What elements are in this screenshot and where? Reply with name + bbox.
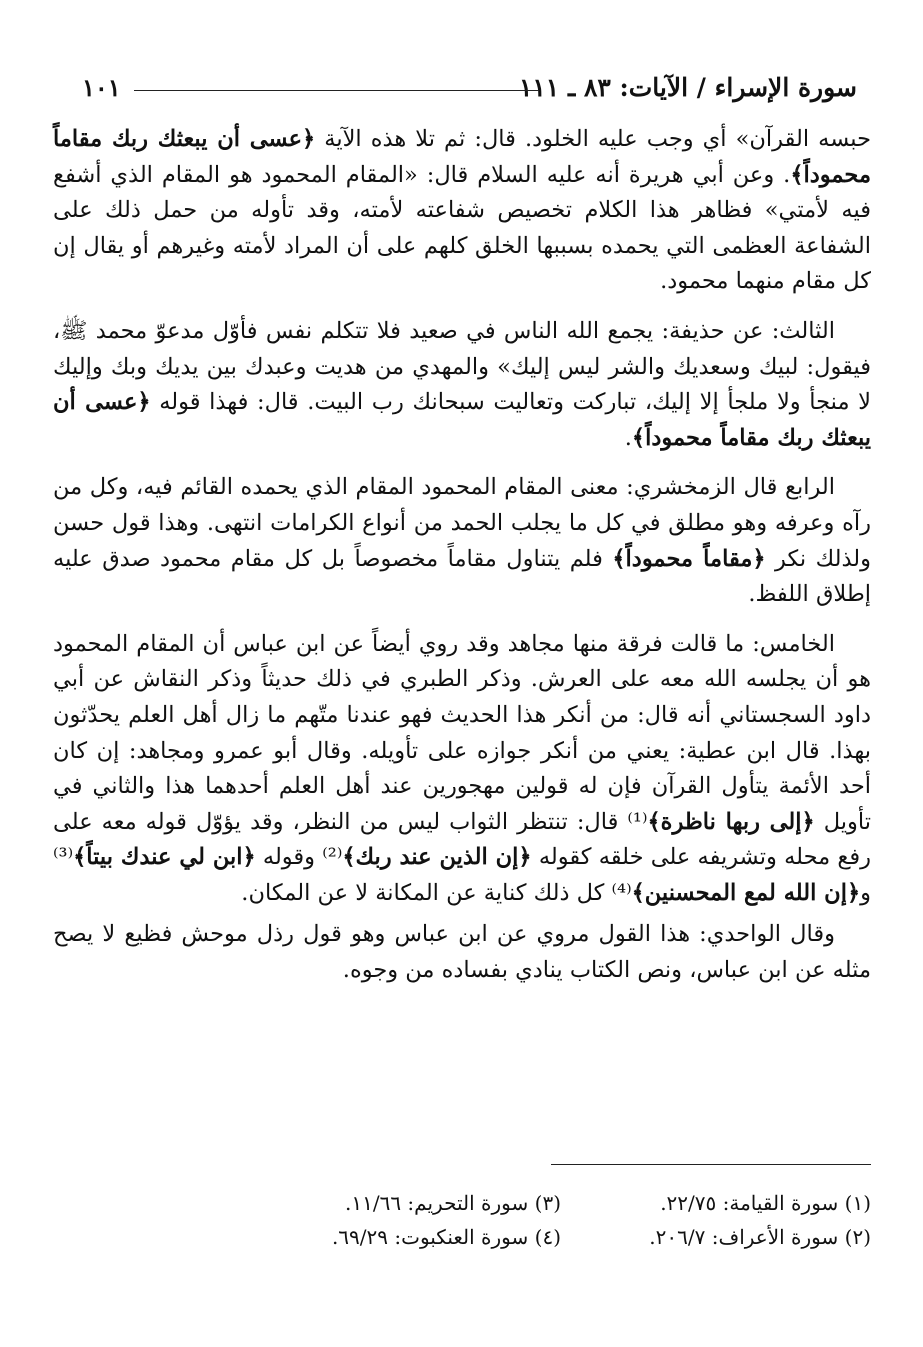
quran-verse: ﴿عسى أن يبعثك ربك مقاماً محموداً﴾ xyxy=(53,126,871,188)
chapter-title: سورة الإسراء / الآيات: ٨٣ ـ ١١١ xyxy=(518,73,857,102)
text-segment: فلم يتناول مقاماً مخصوصاً بل كل مقام محمود صدق عليه إطلاق اللفظ. xyxy=(53,545,871,608)
text-segment: حبسه القرآن» أي وجب عليه الخلود. قال: ثم تلا هذه الآية xyxy=(315,126,871,152)
text-segment: ⁽⁴⁾ كل ذلك كناية عن المكانة لا عن المكان. xyxy=(241,879,632,906)
text-segment: ⁽¹⁾ قال: تنتظر الثواب ليس من النظر، وقد يؤوّل قوله معه على رفع محله وتشريفه على خلقه كقوله xyxy=(53,808,871,871)
text-segment: الثالث: عن حذيفة: يجمع الله الناس في صعيد فلا تتكلم نفس فأوّل مدعوّ محمد ﷺ، فيقول: لبيك وسعديك والشر ليس إليك» والمهدي من هديت وعبدك بين يديك وبك وإليك لا منجأ ولا ملجأ إلا إليك، تباركت وتعاليت سبحانك رب البيت. قال: فهذا قوله xyxy=(53,317,872,416)
page-number: ١٠١ xyxy=(82,73,121,102)
text-segment: الخامس: ما قالت فرقة منها مجاهد وقد روي أيضاً عن ابن عباس أن المقام المحمود هو أن يجلسه الله معه على العرش. وذكر الطبري في ذلك حديثاً وذكر النقاش عن أبي داود السجستاني أنه قال: من أنكر هذا الحديث فهو عندنا متّهم ما زال أهل العلم يحدّثون بهذا. قال ابن عطية: يعني من أنكر جوازه على تأويله. وقال أبو عمرو ومجاهد: إن كان أحد الأئمة يتأول القرآن فإن له قولين مهجورين عند أهل العلم أحدهما هذا والثاني في تأويل xyxy=(53,630,872,835)
text-segment: وقال الواحدي: هذا القول مروي عن ابن عباس وهو قول رذل موحش فظيع لا يصح مثله عن ابن عباس، ونص الكتاب ينادي بفساده من وجوه. xyxy=(53,921,871,984)
text-segment: ⁽³⁾ و xyxy=(53,844,871,906)
quran-verse: ﴿مقاماً محموداً﴾ xyxy=(612,545,766,572)
quran-verse: ﴿ابن لي عندك بيتاً﴾ xyxy=(73,844,256,871)
paragraph xyxy=(53,314,871,456)
footnote: (٤) سورة العنكبوت: ٦٩/٢٩. xyxy=(331,1225,561,1249)
footnote-row xyxy=(251,1186,871,1220)
footnote-row xyxy=(251,1220,871,1254)
footnote: (٣) سورة التحريم: ١١/٦٦. xyxy=(345,1191,561,1215)
text-segment: . وعن أبي هريرة أنه عليه السلام قال: «المقام المحمود هو المقام الذي أشفع فيه لأمتي» فظاهر هذا الكلام تخصيص شفاعته لأمته، وقد تأوله من حمل ذلك على الشفاعة العظمى التي يحمده بسببها الخلق كلهم على أن المراد لأمته وغيرهم أو يقال إن كل مقام منهما محمود. xyxy=(53,161,871,295)
quran-verse: ﴿إن الله لمع المحسنين﴾ xyxy=(631,879,861,906)
footnote: (١) سورة القيامة: ٢٢/٧٥. xyxy=(660,1191,871,1215)
quran-verse: ﴿عسى أن يبعثك ربك مقاماً محموداً﴾ xyxy=(53,389,871,451)
quran-verse: ﴿إن الذين عند ربك﴾ xyxy=(342,844,532,871)
footnotes xyxy=(251,1186,871,1254)
text-segment: ⁽²⁾ وقوله xyxy=(255,844,343,871)
paragraph xyxy=(53,917,871,988)
footnote-rule xyxy=(551,1164,871,1165)
running-header xyxy=(82,68,857,108)
header-rule xyxy=(134,90,539,91)
text-segment: . xyxy=(624,424,632,451)
text-segment: الرابع قال الزمخشري: معنى المقام المحمود المقام الذي يحمده القائم فيه، وكل من رآه وعرفه وهو مطلق في كل ما يجلب الحمد من أنواع الكرامات انتهى. وهذا قول حسن ولذلك نكر xyxy=(53,474,871,572)
body-text xyxy=(53,122,871,989)
paragraph xyxy=(53,627,871,912)
footnote: (٢) سورة الأعراف: ٢٠٦/٧. xyxy=(649,1225,871,1249)
quran-verse: ﴿إلى ربها ناظرة﴾ xyxy=(647,808,815,835)
paragraph xyxy=(53,122,871,300)
paragraph xyxy=(53,470,871,612)
